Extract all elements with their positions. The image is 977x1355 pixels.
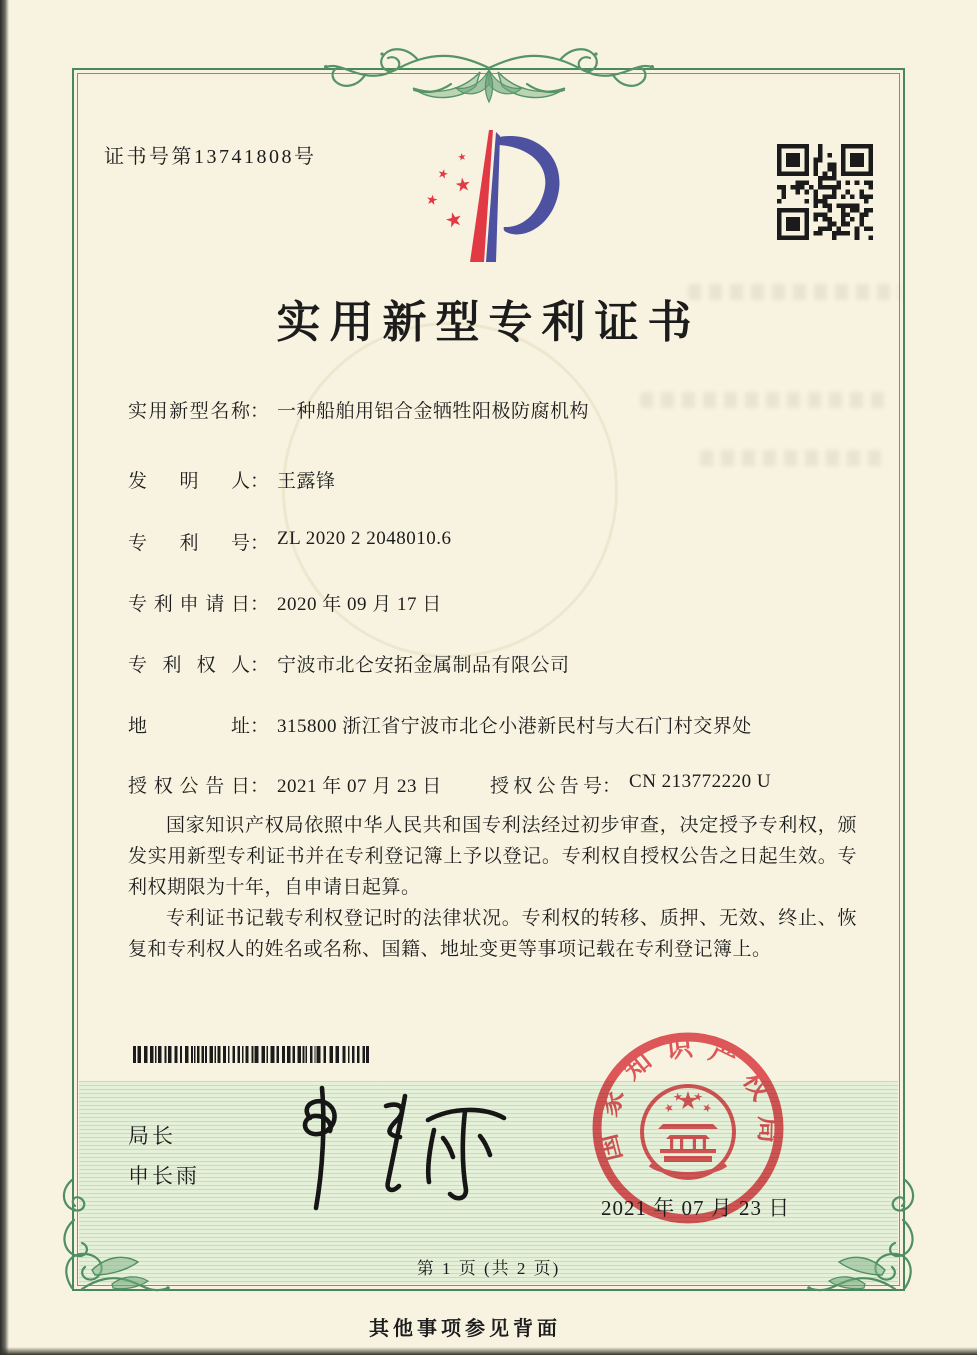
field-label: 专利申请日 (128, 594, 250, 615)
field-value: 2021 年 07 月 23 日 (277, 776, 442, 797)
bleed-through-smudge (700, 450, 888, 466)
field-row-name (128, 396, 589, 424)
field-colon: ： (250, 776, 270, 797)
seal-text: 国家知识产权局 (591, 1031, 785, 1165)
scan-edge-left (0, 0, 9, 1355)
bottom-left-flourish-ornament (50, 1176, 178, 1312)
field-value: 宁波市北仑安拓金属制品有限公司 (277, 655, 570, 676)
qr-code-icon (777, 144, 873, 240)
field-colon: ： (250, 471, 270, 492)
field-colon: ： (250, 594, 270, 615)
field-row-filing-date (128, 589, 442, 617)
certificate-number: 证书号第13741808号 (104, 146, 317, 168)
field-value: 一种船舶用铝合金牺牲阳极防腐机构 (277, 401, 590, 422)
signer-name: 申长雨 (128, 1164, 200, 1188)
signer-title: 局长 (128, 1124, 176, 1148)
field-value: ZL 2020 2 2048010.6 (277, 528, 452, 549)
field-label: 实用新型名称 (128, 401, 250, 422)
field-label: 发明人 (128, 471, 250, 492)
field-value: 王露锋 (277, 471, 336, 492)
field-label: 地址 (128, 716, 250, 737)
signature-icon (258, 1078, 518, 1218)
page-number: 第 1 页 (共 2 页) (416, 1259, 561, 1278)
legal-text (128, 810, 857, 965)
field-label: 授权公告号 (490, 776, 602, 797)
cnipa-logo-icon (420, 124, 565, 269)
barcode-icon (132, 1046, 374, 1064)
national-emblem (642, 1086, 734, 1178)
certificate-title: 实用新型专利证书 (276, 298, 701, 347)
back-side-note: 其他事项参见背面 (369, 1318, 561, 1340)
grant-date-stamp: 2021 年 07 月 23 日 (601, 1196, 791, 1220)
field-label: 授权公告日 (128, 776, 250, 797)
field-colon: ： (250, 401, 270, 422)
field-row-patent-no (128, 528, 452, 556)
field-colon: ： (602, 776, 622, 797)
field-row-patentee (128, 650, 570, 678)
legal-paragraph: 国家知识产权局依照中华人民共和国专利法经过初步审查，决定授予专利权，颁发实用新型专利证书并在专利登记簿上予以登记。专利权自授权公告之日起生效。专利权期限为十年，自申请日起算。 (128, 815, 857, 898)
field-colon: ： (250, 533, 270, 554)
field-label: 专利号 (128, 533, 250, 554)
legal-paragraph: 专利证书记载专利权登记时的法律状况。专利权的转移、质押、无效、终止、恢复和专利权人的姓名或名称、国籍、地址变更等事项记载在专利登记簿上。 (128, 908, 857, 960)
field-row-address (128, 711, 752, 739)
top-flourish-ornament (322, 40, 656, 132)
scan-edge-bottom (0, 1347, 977, 1355)
field-colon: ： (250, 716, 270, 737)
field-colon: ： (250, 655, 270, 676)
field-value: 315800 浙江省宁波市北仑小港新民村与大石门村交界处 (277, 716, 752, 737)
field-row-inventor (128, 466, 336, 494)
field-label: 专利权人 (128, 655, 250, 676)
field-row-grant (128, 771, 772, 799)
bleed-through-smudge (640, 392, 888, 408)
field-value: CN 213772220 U (629, 771, 772, 792)
field-pair-grant-number (490, 771, 771, 798)
bottom-right-flourish-ornament (799, 1176, 927, 1312)
field-value: 2020 年 09 月 17 日 (277, 594, 442, 615)
